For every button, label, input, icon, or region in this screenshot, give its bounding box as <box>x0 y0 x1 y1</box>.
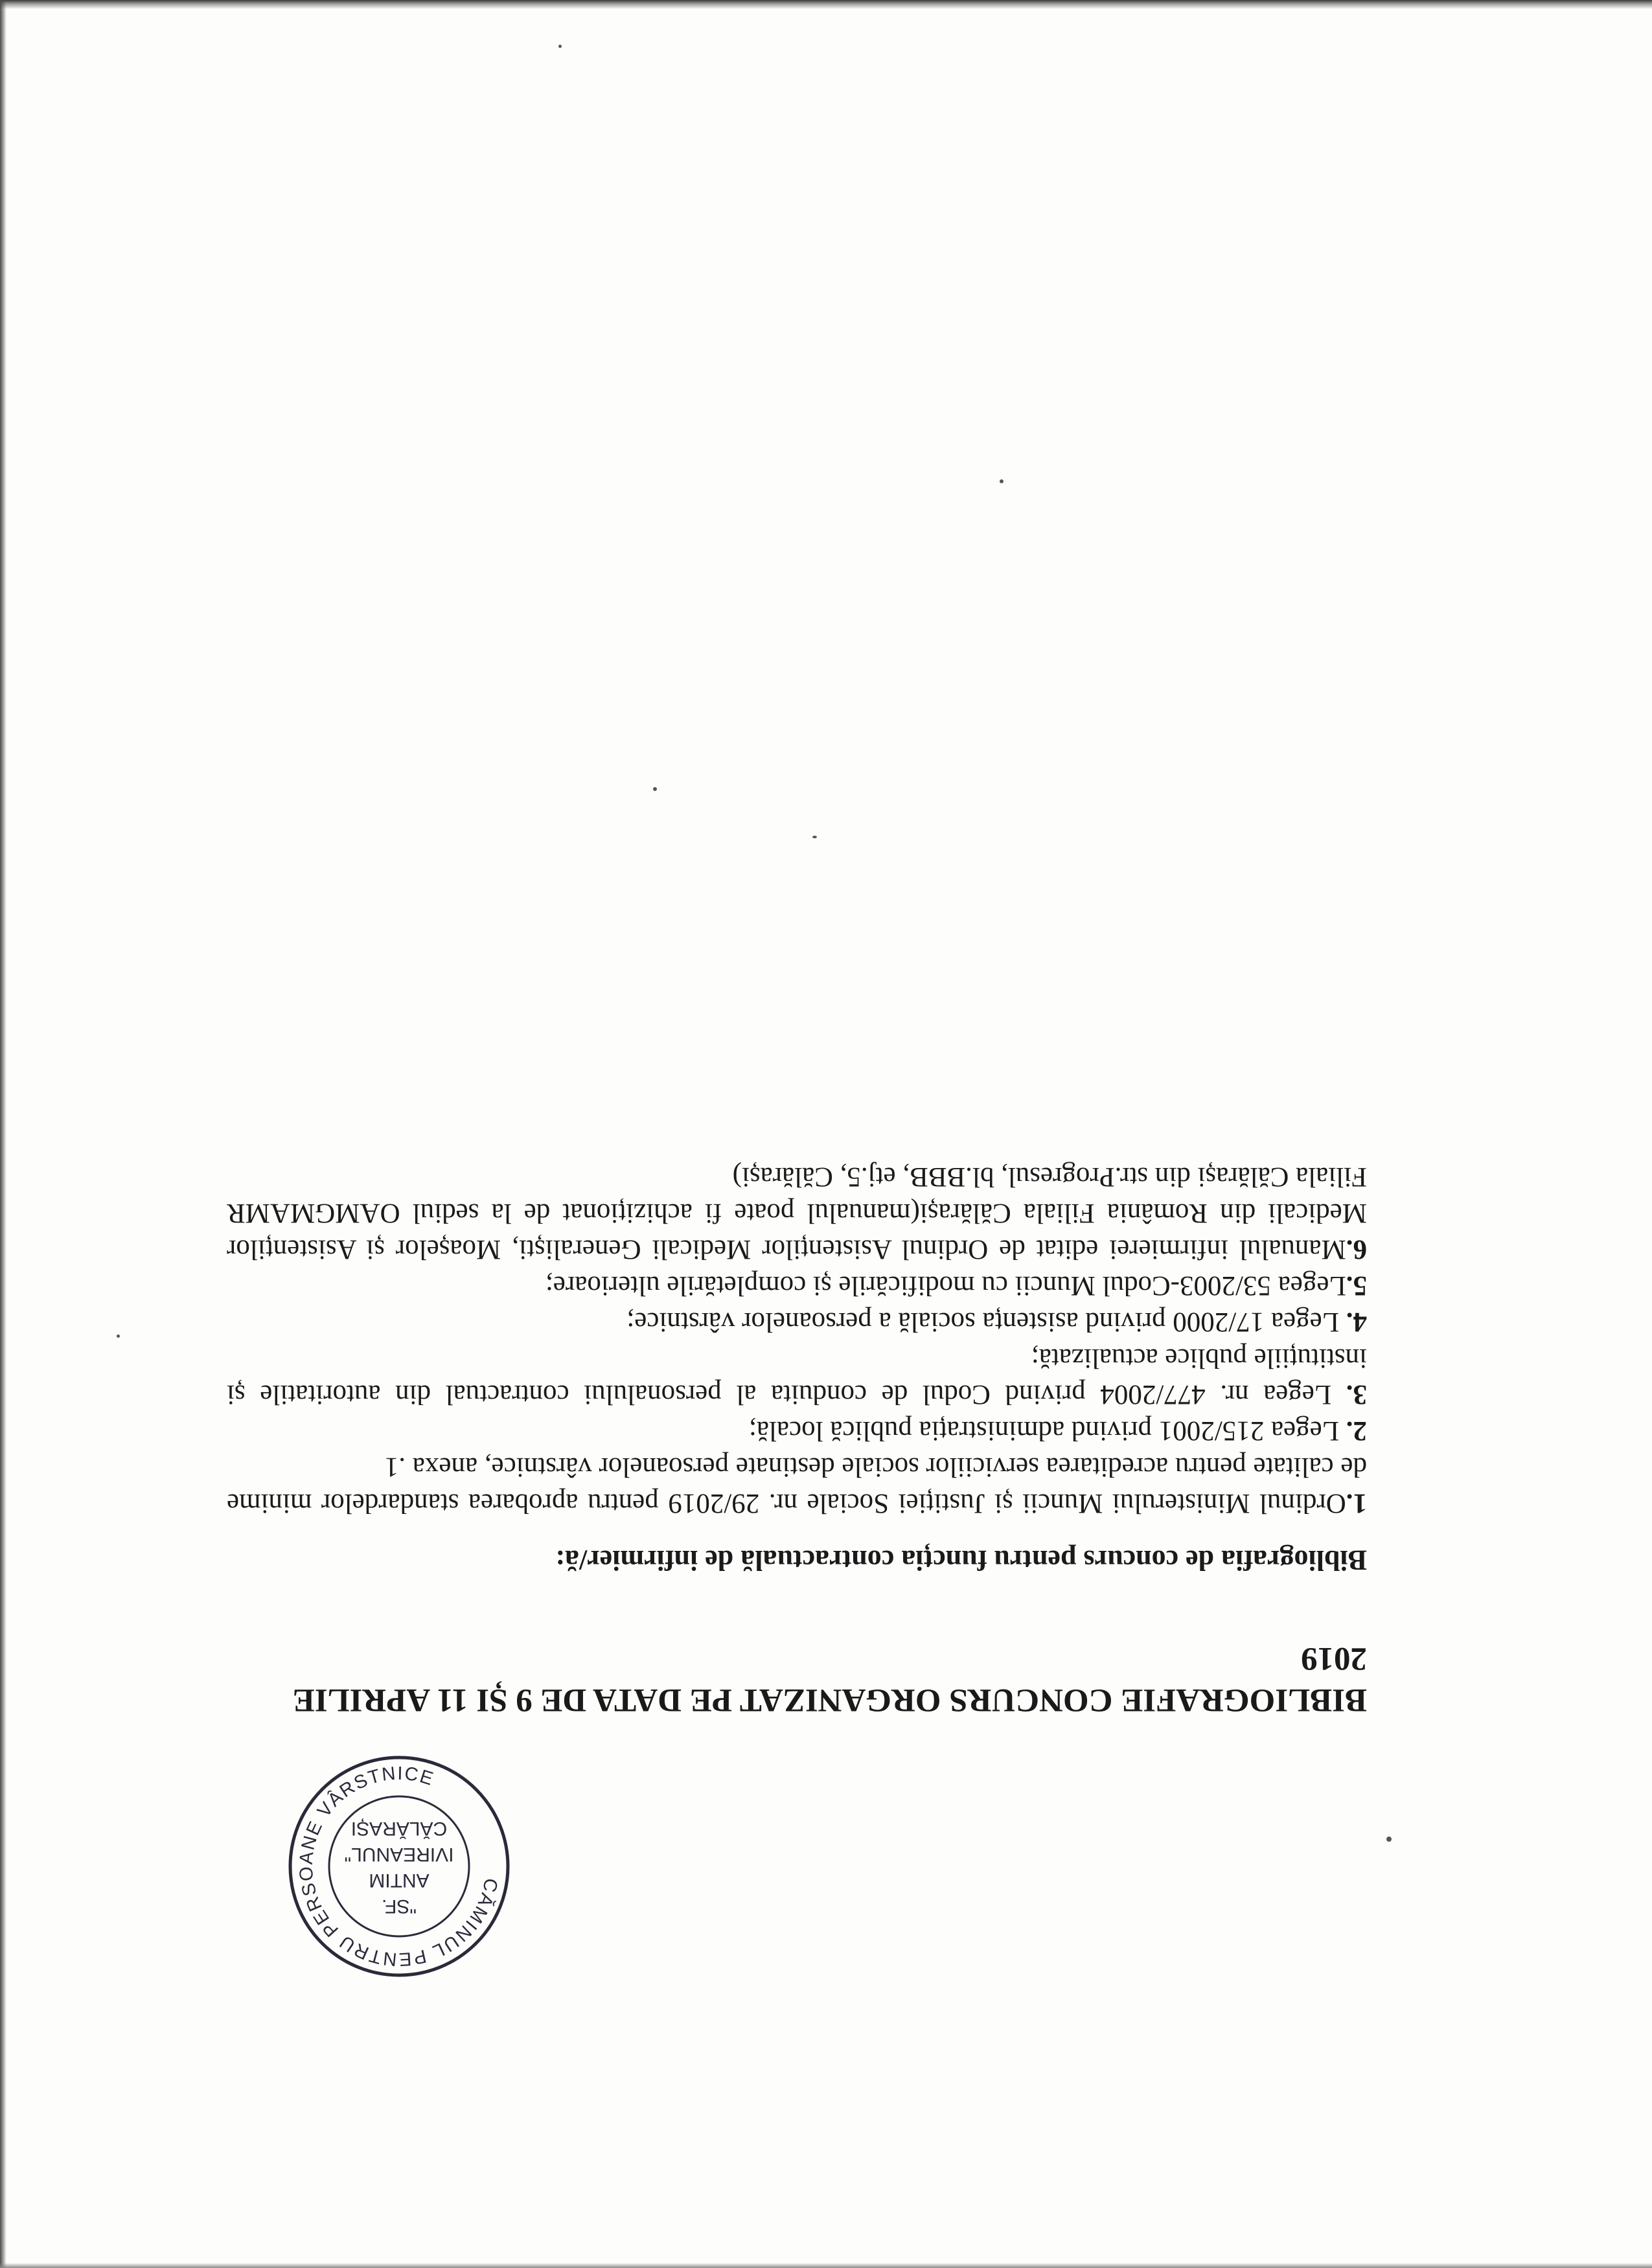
item-text: Legea nr. 477/2004 privind Codul de conduita al personalului contractual din autoritatile și instituțiile publice actualizată; <box>226 1343 1367 1410</box>
item-number: 2. <box>1346 1415 1367 1446</box>
bibliography-list <box>227 1158 1367 1521</box>
bibliography-item <box>227 1340 1367 1412</box>
item-number: 6. <box>1346 1234 1367 1265</box>
bibliography-item <box>227 1267 1367 1303</box>
stamp-line-2: ANTIM <box>369 1870 430 1891</box>
document-title: BIBLIOGRAFIE CONCURS ORGANIZAT PE DATA DE 9 ȘI 11 APRILIE 2019 <box>292 1640 1367 1718</box>
bibliography-document <box>227 1158 1367 1721</box>
institution-stamp <box>282 1750 516 1983</box>
stamp-line-3: IVIREANUL" <box>344 1844 454 1865</box>
stamp-ring-text: CĂMINUL PENTRU PERSOANE VÂRSTNICE <box>295 1763 501 1970</box>
bibliography-subtitle: Bibliografia de concurs pentru funcția contractuală de infirmier/ă: <box>555 1544 1367 1576</box>
stamp-line-4: CĂLĂRAȘI <box>350 1818 448 1839</box>
bibliography-item <box>227 1303 1367 1340</box>
item-text: Legea 215/2001 privind administrația publică locală; <box>748 1415 1339 1446</box>
stamp-outer-ring <box>290 1758 508 1975</box>
bibliography-item <box>227 1412 1367 1449</box>
item-number: 5. <box>1346 1270 1367 1301</box>
item-number: 4. <box>1346 1307 1367 1337</box>
item-number: 1. <box>1346 1488 1367 1518</box>
stamp-line-1: "SF. <box>382 1896 417 1917</box>
item-text: Manualul infirmierei editat de Ordinul Asistenților Medicali Generaliști, Moașelor și Asistenților Medicali din România Filiala Călărași(manualul poate fi achiziționat de la sediul OAMGMAMR Filiala Călărași din str.Progresul, bl.BBB, etj.5, Călărași) <box>227 1162 1367 1265</box>
stamp-graphic <box>282 1750 516 1983</box>
bibliography-item <box>227 1449 1367 1521</box>
item-text: Ordinul Ministerului Muncii și Justiției Sociale nr. 29/2019 pentru aprobarea standardelor minime de calitate pentru acreditarea serviciilor sociale destinate persoanelor vârstnice, anexa .1 <box>227 1452 1367 1518</box>
item-number: 3. <box>1346 1379 1367 1410</box>
item-text: Legea 17/2000 privind asistența socială a persoanelor vârstnice; <box>626 1307 1339 1337</box>
item-text: Legea 53/2003-Codul Muncii cu modificările și completările ulterioare; <box>545 1270 1346 1301</box>
bibliography-item <box>227 1158 1367 1267</box>
